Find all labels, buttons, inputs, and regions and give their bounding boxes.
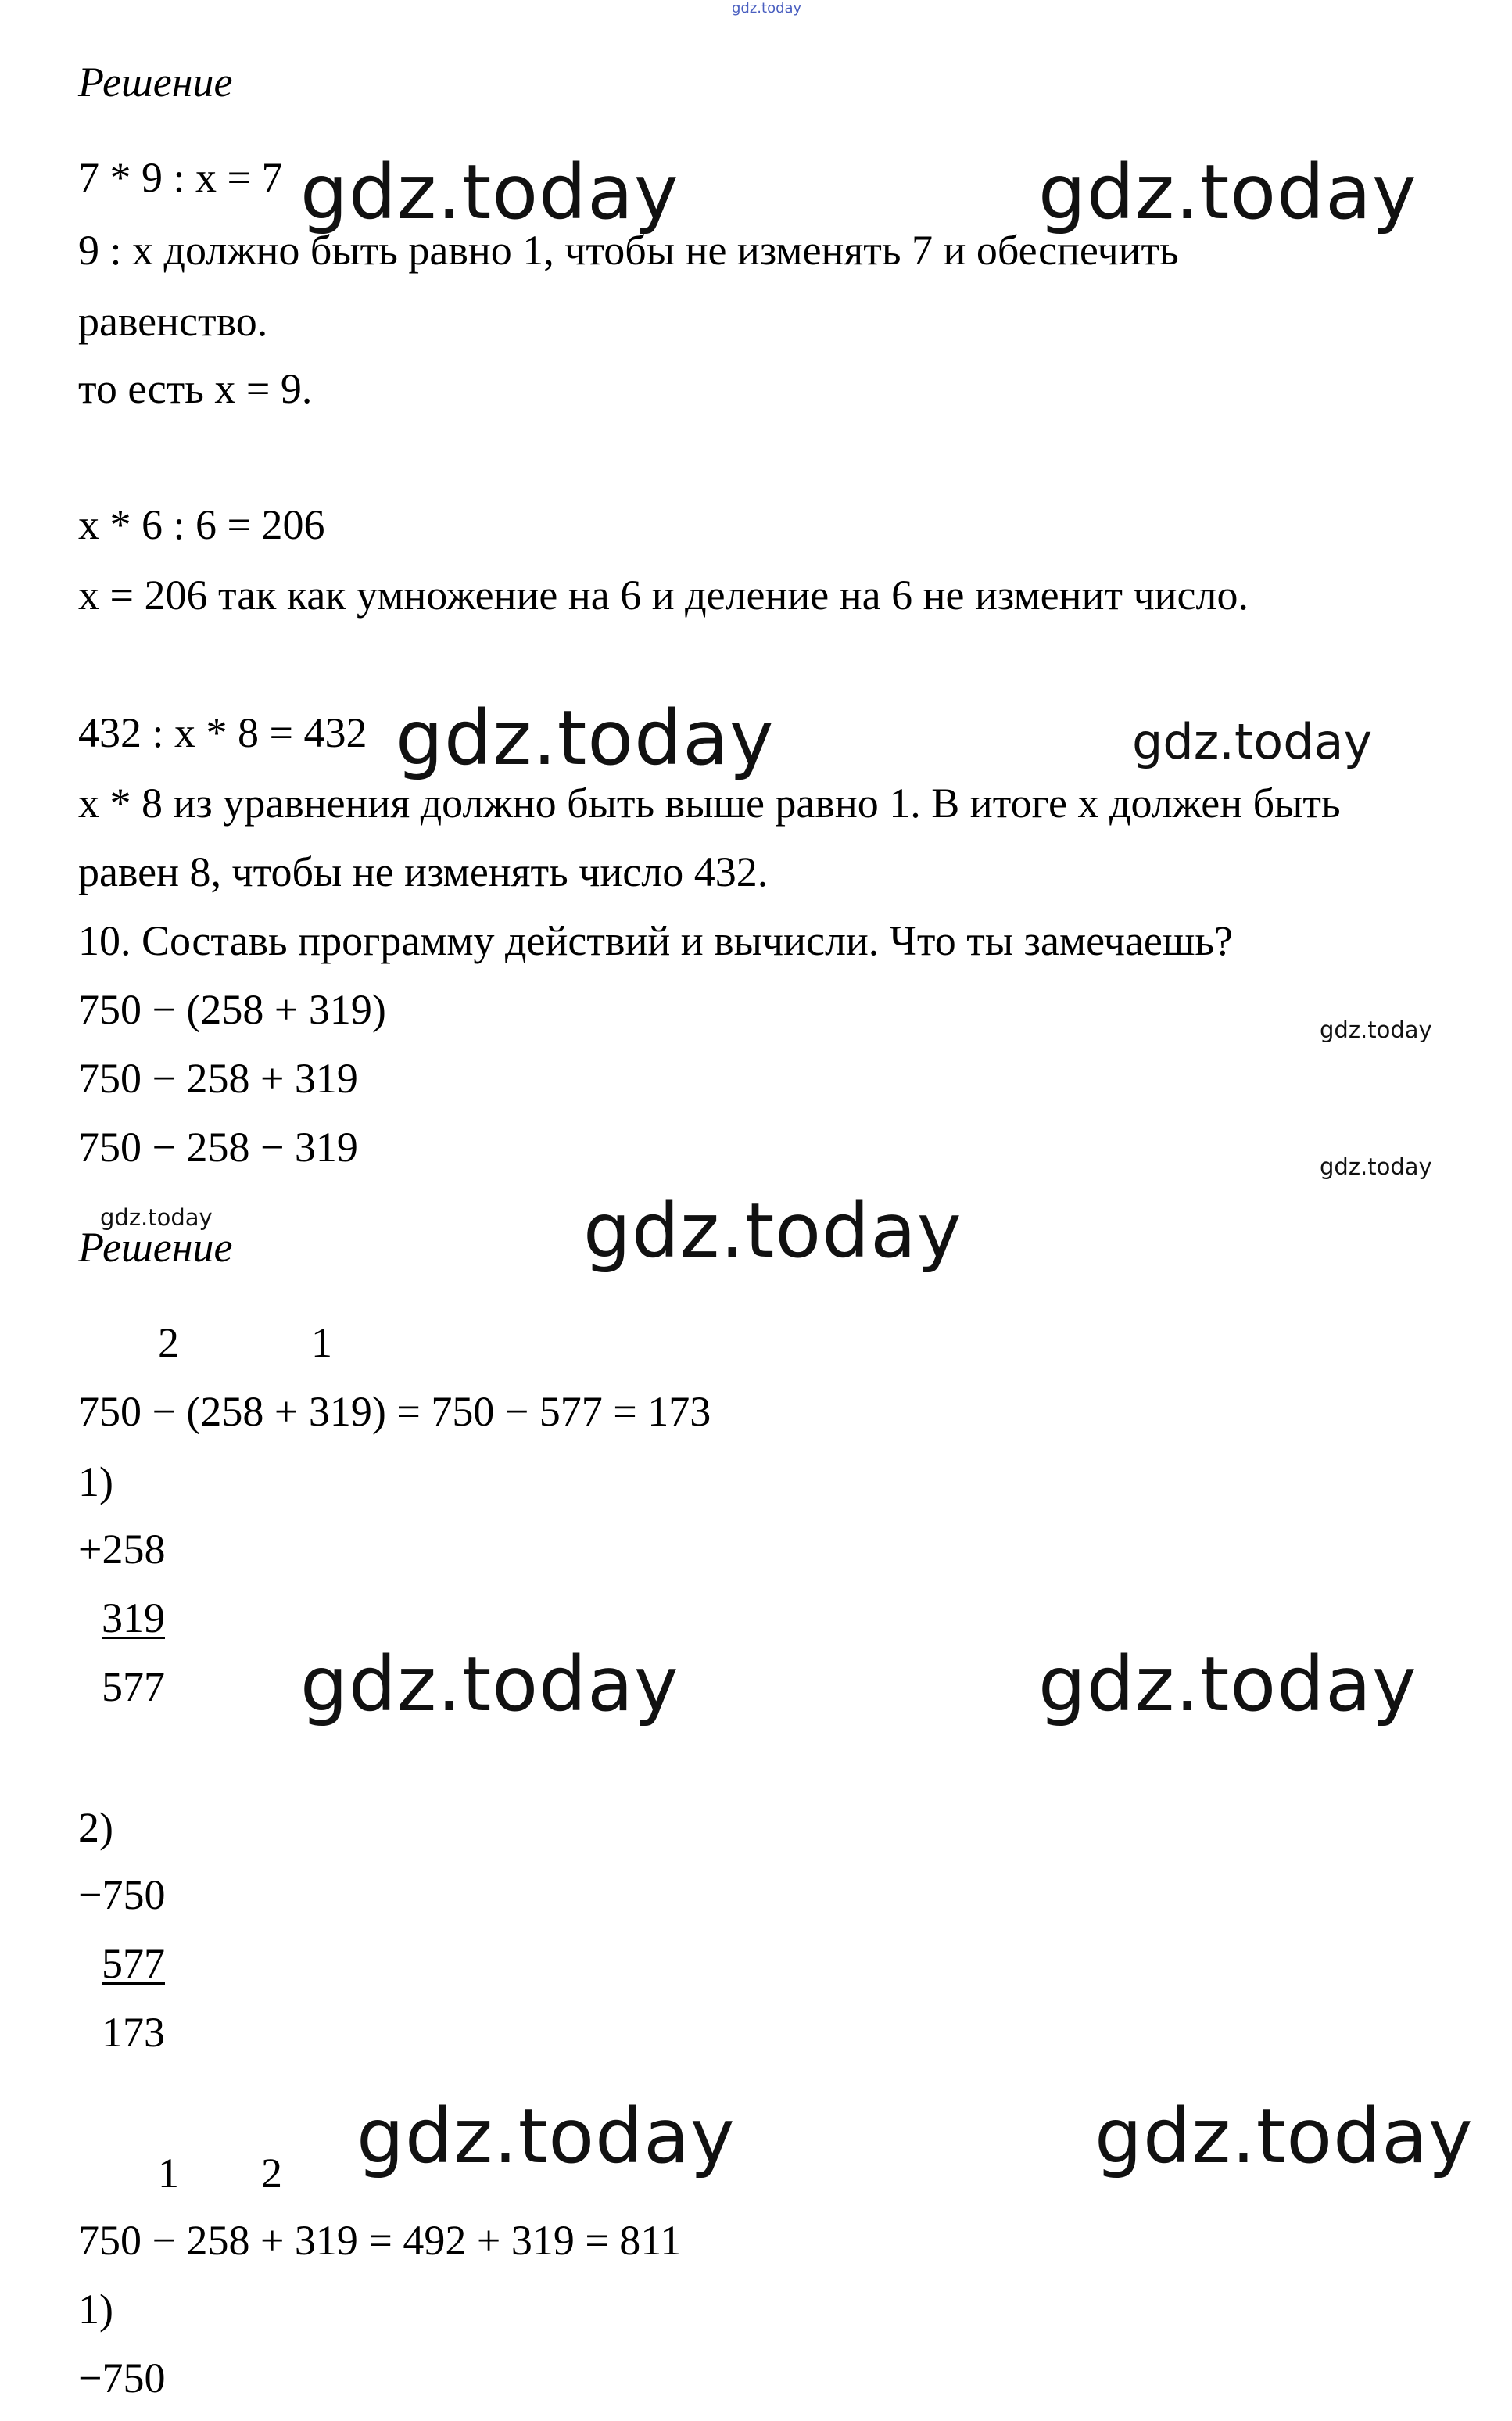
equation-3-note-cont: равен 8, чтобы не изменять число 432.	[78, 848, 769, 895]
watermark: gdz.today	[1320, 1153, 1432, 1180]
equation-1-note-cont: равенство.	[78, 298, 268, 345]
watermark: gdz.today	[300, 149, 679, 236]
equation-1: 7 * 9 : x = 7	[78, 154, 283, 201]
column-operand-top: +258	[78, 1526, 166, 1573]
watermark: gdz.today	[396, 694, 775, 782]
step-label: 2)	[78, 1804, 113, 1851]
task-10-heading: 10. Составь программу действий и вычисли. Что ты замечаешь?	[78, 917, 1234, 964]
calculation-a: 750 − (258 + 319) = 750 − 577 = 173	[78, 1388, 711, 1435]
column-operand-top: −750	[78, 2355, 166, 2401]
solution-title-2: Решение	[78, 1224, 233, 1271]
step-label: 1)	[78, 1458, 113, 1505]
equation-2-note: x = 206 так как умножение на 6 и деление на 6 не изменит число.	[78, 572, 1249, 619]
watermark: gdz.today	[1320, 1017, 1432, 1043]
order-mark: 1	[311, 1319, 332, 1366]
watermark: gdz.today	[357, 2093, 736, 2180]
column-operand-bottom: 577	[102, 1940, 165, 1987]
equation-3: 432 : x * 8 = 432	[78, 709, 367, 756]
watermark: gdz.today	[300, 1641, 679, 1728]
column-result: 173	[102, 2009, 165, 2056]
calculation-b: 750 − 258 + 319 = 492 + 319 = 811	[78, 2217, 682, 2264]
equation-1-note: 9 : x должно быть равно 1, чтобы не изменять 7 и обеспечить	[78, 227, 1179, 274]
expression-a: 750 − (258 + 319)	[78, 986, 386, 1033]
watermark: gdz.today	[1038, 149, 1417, 236]
solution-title: Решение	[78, 59, 233, 106]
column-operand-bottom: 319	[102, 1594, 165, 1641]
step-label: 1)	[78, 2286, 113, 2333]
expression-c: 750 − 258 − 319	[78, 1124, 358, 1171]
watermark: gdz.today	[1038, 1641, 1417, 1728]
watermark: gdz.today	[583, 1187, 962, 1275]
order-mark: 1	[158, 2150, 179, 2197]
equation-1-answer: то есть x = 9.	[78, 365, 313, 412]
order-mark: 2	[158, 1319, 179, 1366]
order-mark: 2	[261, 2150, 282, 2197]
watermark-top: gdz.today	[732, 0, 802, 16]
equation-3-note: x * 8 из уравнения должно быть выше равно 1. В итоге x должен быть	[78, 780, 1341, 827]
equation-2: x * 6 : 6 = 206	[78, 501, 325, 548]
column-result: 577	[102, 1663, 165, 1710]
watermark: gdz.today	[100, 1204, 213, 1231]
expression-b: 750 − 258 + 319	[78, 1055, 358, 1102]
column-operand-top: −750	[78, 1871, 166, 1918]
watermark: gdz.today	[1132, 713, 1373, 770]
watermark: gdz.today	[1095, 2093, 1474, 2180]
